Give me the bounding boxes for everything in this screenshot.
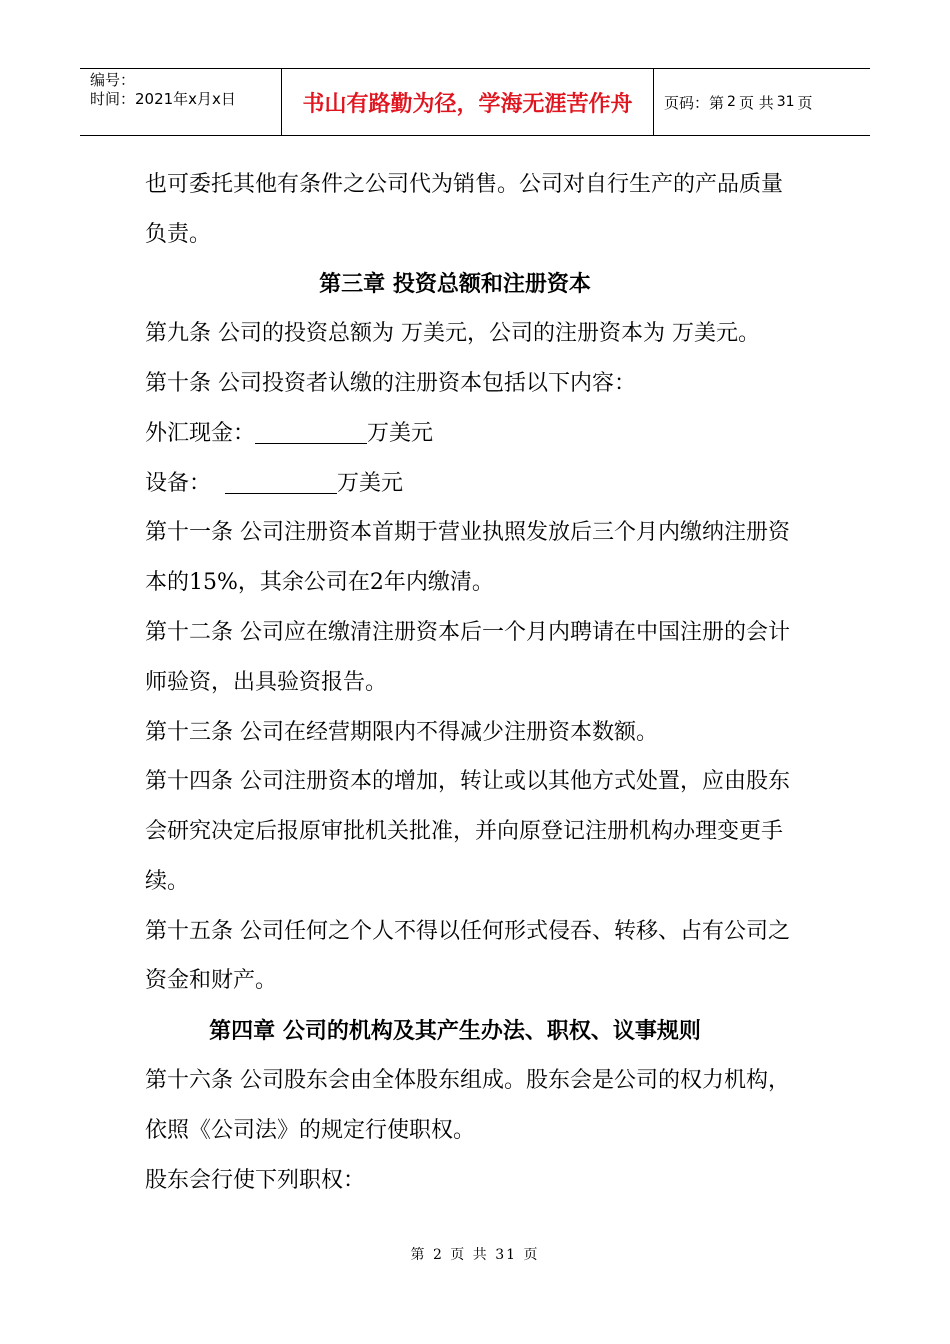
- forex-cash-unit: 万美元: [367, 421, 434, 446]
- header-meta: [80, 69, 282, 135]
- header-page-info: [654, 69, 870, 135]
- chapter-4-heading: 第四章 公司的机构及其产生办法、职权、议事规则: [209, 1018, 701, 1044]
- equipment-unit: 万美元: [337, 471, 404, 496]
- article-11-line-1: 第十一条 公司注册资本首期于营业执照发放后三个月内缴纳注册资: [145, 520, 790, 545]
- article-14-line-3: 续。: [145, 869, 190, 894]
- article-13: 第十三条 公司在经营期限内不得减少注册资本数额。: [145, 720, 658, 745]
- equipment-blank: [225, 471, 337, 494]
- page-total: 31: [776, 94, 795, 110]
- forex-cash-blank: [255, 421, 367, 444]
- article-14-line-2: 会研究决定后报原审批机关批准，并向原登记注册机构办理变更手: [145, 819, 784, 844]
- article-9: 第九条 公司的投资总额为 万美元，公司的注册资本为 万美元。: [145, 321, 760, 346]
- paragraph-line: 负责。: [145, 222, 212, 247]
- page-number: 2: [727, 94, 736, 110]
- article-12-line-2: 师验资，出具验资报告。: [145, 670, 388, 695]
- forex-cash-label: 外汇现金：: [145, 421, 256, 446]
- paragraph-line: 也可委托其他有条件之公司代为销售。公司对自行生产的产品质量: [145, 172, 784, 197]
- forex-cash-line: [145, 419, 433, 449]
- equipment-line: [145, 469, 403, 499]
- page-prefix: 页码：第: [664, 93, 725, 112]
- page-suffix: 页: [797, 93, 813, 112]
- article-15-line-2: 资金和财产。: [145, 968, 278, 993]
- chapter-3-heading: 第三章 投资总额和注册资本: [319, 271, 591, 297]
- article-10: 第十条 公司投资者认缴的注册资本包括以下内容：: [145, 371, 636, 396]
- page-header: [80, 68, 870, 136]
- page-mid: 页 共: [738, 93, 774, 112]
- article-16-line-1: 第十六条 公司股东会由全体股东组成。股东会是公司的权力机构，: [145, 1068, 790, 1093]
- article-16-line-2: 依照《公司法》的规定行使职权。: [145, 1118, 476, 1143]
- equipment-label: 设备：: [145, 471, 212, 496]
- header-motto: 书山有路勤为径，学海无涯苦作舟: [282, 69, 654, 135]
- doc-number-label: 编号：: [90, 71, 136, 89]
- paragraph-line: 股东会行使下列职权：: [145, 1168, 366, 1193]
- article-15-line-1: 第十五条 公司任何之个人不得以任何形式侵吞、转移、占有公司之: [145, 919, 790, 944]
- page-footer: 第 2 页 共 31 页: [410, 1247, 540, 1263]
- article-14-line-1: 第十四条 公司注册资本的增加，转让或以其他方式处置，应由股东: [145, 769, 790, 794]
- article-12-line-1: 第十二条 公司应在缴清注册资本后一个月内聘请在中国注册的会计: [145, 620, 790, 645]
- doc-time-label: 时间：2021年x月x日: [90, 90, 236, 108]
- article-11-line-2: 本的15%，其余公司在2年内缴清。: [145, 570, 494, 595]
